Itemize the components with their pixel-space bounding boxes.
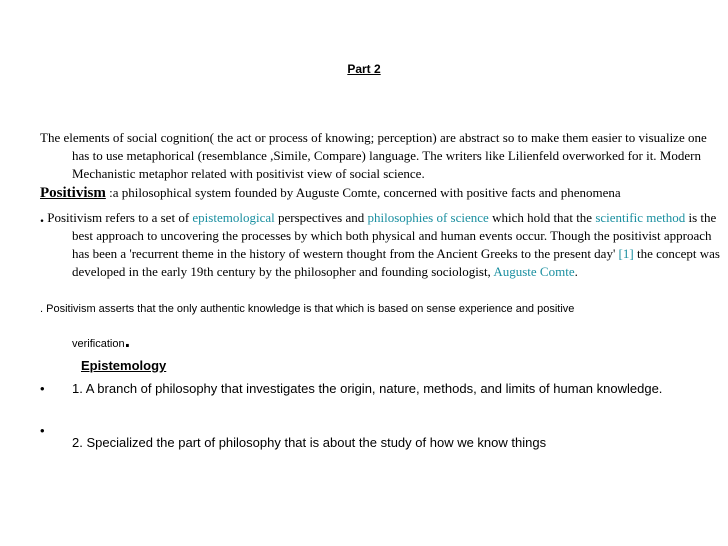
positivism-heading: Positivism	[40, 185, 106, 201]
paragraph-positivism	[40, 209, 722, 281]
positivism-def-text: :a philosophical system founded by Auguste Comte, concerned with positive facts and phenomena	[105, 185, 621, 200]
link-citation-1[interactable]: [1]	[618, 246, 634, 261]
text-span: .	[574, 264, 578, 279]
verification-line	[72, 330, 130, 355]
text-span: is the best approach to uncovering the processes by which both physical and human events occur. Though the positivist approach has been a 'recurrent theme in the history of western thought from the Ancient Greeks to the present day'	[72, 210, 717, 261]
text-span: perspectives and	[274, 210, 368, 225]
bullet-symbol: •	[40, 381, 45, 396]
bullet-item-2	[40, 424, 680, 452]
page-title: Part 2	[347, 62, 381, 76]
bullet-item-1	[40, 380, 680, 398]
link-auguste-comte[interactable]: Auguste Comte	[493, 264, 575, 279]
text-span: the concept was developed in the early 19th century by the philosopher and founding sociologist,	[72, 246, 720, 279]
paragraph-positivism-asserts: . Positivism asserts that the only authentic knowledge is that which is based on sense experience and positive	[40, 303, 575, 315]
link-scientific-method[interactable]: scientific method	[595, 210, 686, 225]
verification-text: verification	[72, 338, 125, 350]
lead-dot: .	[40, 209, 44, 226]
link-epistemological[interactable]: epistemological	[192, 210, 275, 225]
text-span: Positivism refers to a set of	[44, 210, 193, 225]
bullet-text: 2. Specialized the part of philosophy that is about the study of how we know things	[72, 435, 547, 450]
positivism-definition	[40, 184, 700, 202]
text-span: which hold that the	[488, 210, 596, 225]
verification-dot: .	[124, 330, 131, 352]
epistemology-heading: Epistemology	[81, 358, 167, 373]
bullet-text: 1. A branch of philosophy that investigates the origin, nature, methods, and limits of human knowledge.	[72, 381, 663, 396]
bullet-symbol: •	[40, 423, 45, 438]
link-philosophies-of-science[interactable]: philosophies of science	[367, 210, 489, 225]
paragraph-social-cognition: The elements of social cognition( the act or process of knowing; perception) are abstract so to make them easier to visualize one has to use metaphorical (resemblance ,Simile, Compare) language. The writers like Lilienfeld overworked for it. Modern Mechanistic metaphor related with positivist view of social science.	[40, 130, 707, 181]
